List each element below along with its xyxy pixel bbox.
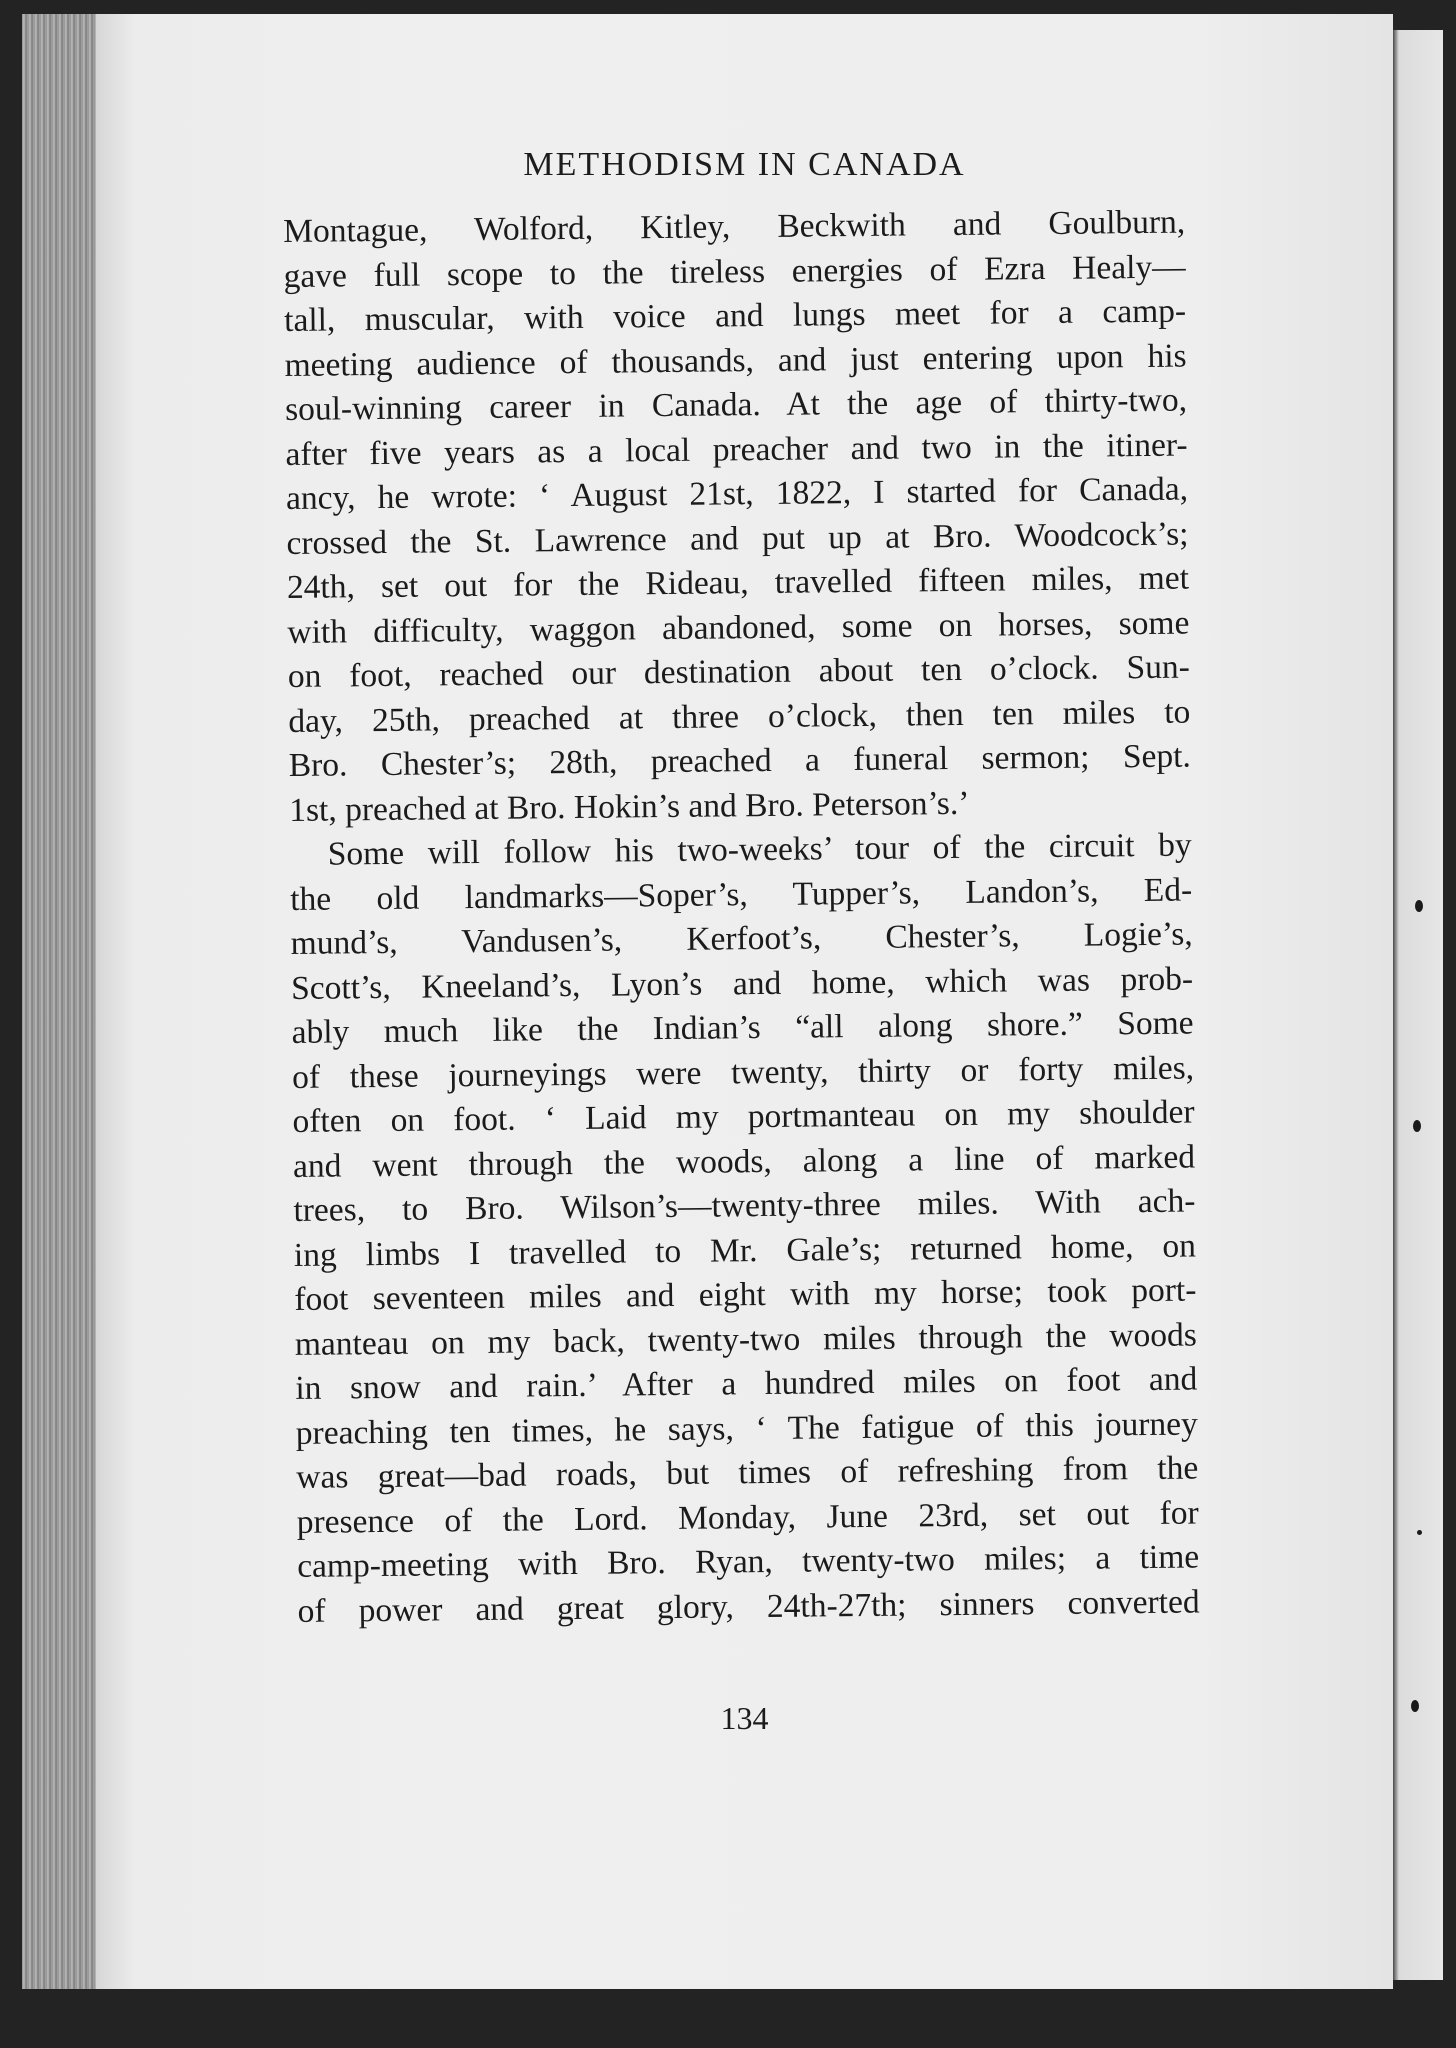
facing-page-edge: [1393, 30, 1443, 1980]
text-line: was great—bad roads, but times of refreshing from the: [296, 1449, 1199, 1496]
text-line: preaching ten times, he says, ‘ The fatigue of this journey: [295, 1404, 1198, 1452]
text-line: gave full scope to the tireless energies of Ezra Healy—: [283, 248, 1186, 295]
text-line: camp-meeting with Bro. Ryan, twenty-two miles; a time: [297, 1538, 1200, 1585]
text-line: trees, to Bro. Wilson’s—twenty-three miles. With ach-: [293, 1182, 1196, 1229]
text-line: ancy, he wrote: ‘ August 21st, 1822, I started for Canada,: [285, 470, 1189, 517]
page-edge-stack: [22, 14, 102, 1989]
text-line: crossed the St. Lawrence and put up at Bro. Woodcock’s;: [286, 515, 1189, 562]
text-line: often on foot. ‘ Laid my portmanteau on my shoulder: [292, 1093, 1195, 1140]
text-line: mund’s, Vandusen’s, Kerfoot’s, Chester’s, Logie’s,: [290, 915, 1193, 962]
text-line: manteau on my back, twenty-two miles through the woods: [294, 1315, 1198, 1363]
text-line: of these journeyings were twenty, thirty or forty miles,: [291, 1049, 1195, 1096]
text-line: Some will follow his two-weeks’ tour of the circuit by: [327, 826, 1192, 873]
text-line: foot seventeen miles and eight with my horse; took port-: [294, 1271, 1197, 1318]
page-number: 134: [720, 1700, 769, 1736]
text-line: 1st, preached at Bro. Hokin’s and Bro. Peterson’s.’: [289, 784, 970, 829]
text-line: Montague, Wolford, Kitley, Beckwith and Goulburn,: [283, 203, 1186, 250]
text-line: meeting audience of thousands, and just entering upon his: [284, 337, 1187, 384]
body-text: [283, 201, 1200, 1634]
text-line: of power and great glory, 24th-27th; sinners converted: [297, 1582, 1200, 1630]
text-line: after five years as a local preacher and two in the itiner-: [285, 426, 1188, 473]
text-line: ing limbs I travelled to Mr. Gale’s; returned home, on: [293, 1226, 1197, 1274]
text-line: presence of the Lord. Monday, June 23rd, set out for: [296, 1493, 1199, 1541]
text-line: Bro. Chester’s; 28th, preached a funeral sermon; Sept.: [288, 737, 1191, 784]
text-line: soul-winning career in Canada. At the age of thirty-two,: [284, 381, 1188, 428]
text-line: and went through the woods, along a line of marked: [292, 1138, 1196, 1185]
text-line: tall, muscular, with voice and lungs meet for a camp-: [283, 292, 1187, 339]
text-line: on foot, reached our destination about ten o’clock. Sun-: [287, 648, 1191, 695]
text-line: in snow and rain.’ After a hundred miles on foot and: [295, 1360, 1198, 1407]
text-line: with difficulty, waggon abandoned, some on horses, some: [287, 604, 1190, 651]
running-head: METHODISM IN CANADA: [523, 146, 966, 183]
text-line: ably much like the Indian’s “all along shore.” Some: [291, 1004, 1194, 1051]
text-line: day, 25th, preached at three o’clock, then ten miles to: [288, 693, 1191, 740]
text-line: the old landmarks—Soper’s, Tupper’s, Landon’s, Ed-: [290, 871, 1193, 918]
text-line: Scott’s, Kneeland’s, Lyon’s and home, which was prob-: [290, 960, 1194, 1007]
text-line: 24th, set out for the Rideau, travelled fifteen miles, met: [286, 559, 1190, 606]
